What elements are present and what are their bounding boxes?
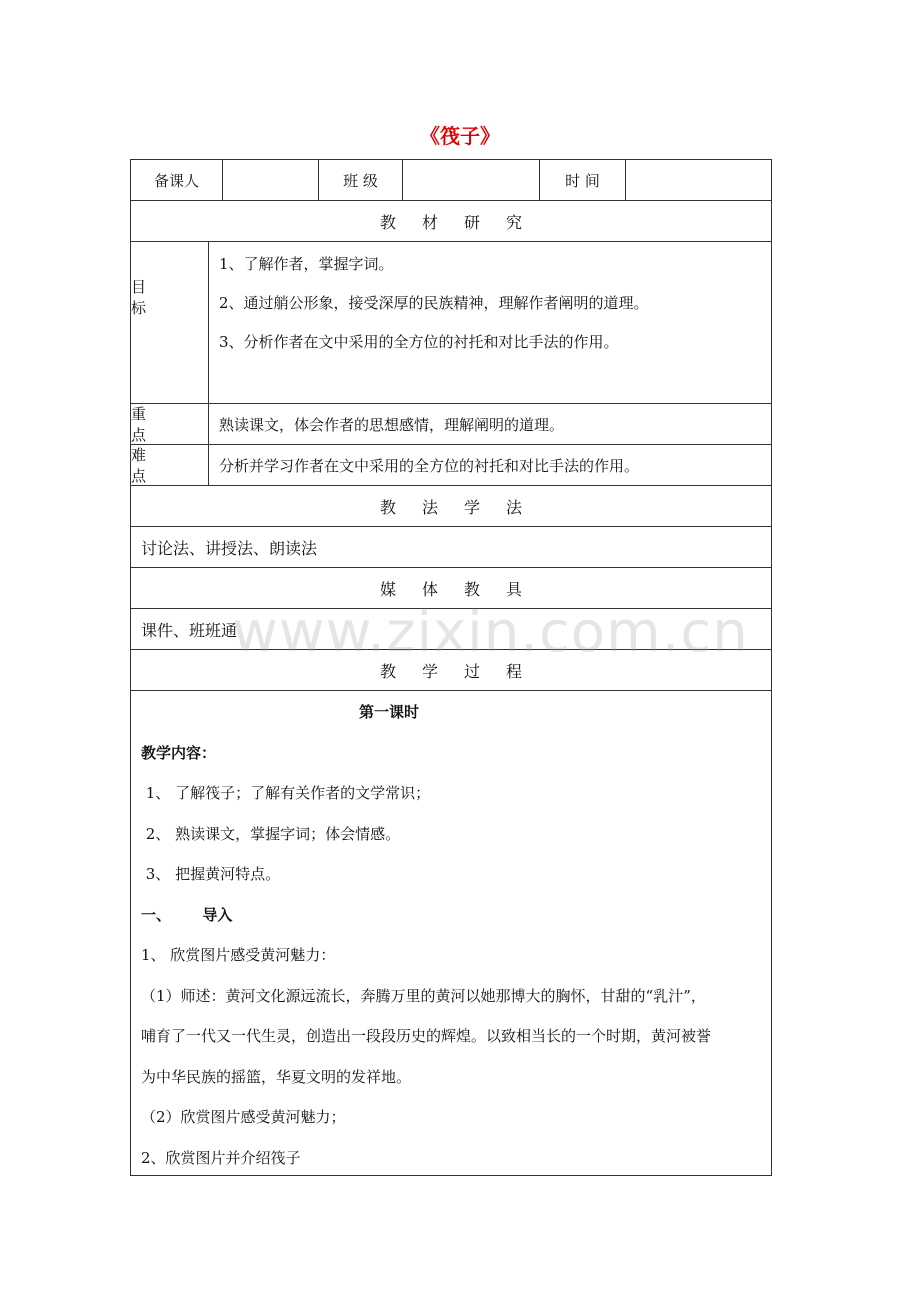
preparer-label: 备课人 (131, 160, 223, 200)
goal-item: 3、分析作者在文中采用的全方位的衬托和对比手法的作用。 (219, 333, 619, 351)
preparer-field[interactable] (223, 160, 319, 200)
methods-row (131, 527, 771, 568)
lesson-plan-table (130, 159, 772, 1176)
difficulty-label (131, 445, 209, 485)
section-heading: 教材研究 (379, 212, 548, 232)
goals-label-text: 目 标 (131, 277, 165, 317)
content-item: 1、 了解筏子；了解有关作者的文学常识； (141, 784, 431, 802)
step-text: （2）欣赏图片感受黄河魅力； (141, 1108, 346, 1126)
section-teaching-methods (131, 486, 771, 527)
header-row (131, 160, 771, 201)
goal-item: 2、通过艄公形象，接受深厚的民族精神，理解作者阐明的道理。 (219, 294, 649, 312)
section-teaching-process (131, 650, 771, 691)
teaching-process-body (131, 691, 771, 1175)
lesson-title: 第一课时 (359, 703, 420, 721)
content-label: 教学内容： (141, 743, 217, 762)
key-point-text: 熟读课文，体会作者的思想感情，理解阐明的道理。 (219, 415, 565, 434)
step-text: 1、 欣赏图片感受黄河魅力： (141, 946, 336, 964)
goals-list (209, 242, 771, 403)
intro-heading: 一、 导入 (141, 905, 233, 924)
content-item: 2、 熟读课文，掌握字词；体会情感。 (141, 824, 401, 843)
paragraph-line: 为中华民族的摇篮，华夏文明的发祥地。 (141, 1067, 412, 1086)
time-label: 时 间 (540, 160, 626, 200)
media-text: 课件、班班通 (141, 620, 238, 640)
step-text: 2、欣赏图片并介绍筏子 (141, 1148, 301, 1167)
media-row (131, 609, 771, 650)
class-label: 班 级 (319, 160, 403, 200)
section-heading: 教法学法 (379, 497, 548, 517)
section-material-research (131, 201, 771, 242)
goals-label (131, 242, 209, 403)
difficulty-text: 分析并学习作者在文中采用的全方位的衬托和对比手法的作用。 (219, 456, 640, 475)
methods-text: 讨论法、讲授法、朗读法 (141, 538, 318, 558)
watermark: www.zixin.com.cn (232, 600, 749, 665)
difficulty-label-text: 难 点 (131, 446, 165, 485)
class-field[interactable] (403, 160, 540, 200)
paragraph-line: （1）师述：黄河文化源远流长，奔腾万里的黄河以她那博大的胸怀，甘甜的“乳汁”， (141, 986, 706, 1005)
goals-row (131, 242, 771, 404)
paragraph-line: 哺育了一代又一代生灵，创造出一段段历史的辉煌。以致相当长的一个时期，黄河被誉 (141, 1027, 712, 1045)
key-point-row (131, 404, 771, 445)
time-field[interactable] (626, 160, 771, 200)
goal-item: 1、了解作者，掌握字词。 (219, 255, 394, 273)
key-point-label (131, 404, 209, 444)
document-title: 《筏子》 (420, 124, 500, 148)
section-heading: 教学过程 (379, 661, 548, 681)
section-heading: 媒体教具 (379, 579, 548, 599)
section-media-tools (131, 568, 771, 609)
key-point-label-text: 重 点 (131, 405, 165, 444)
difficulty-row (131, 445, 771, 486)
content-item: 3、 把握黄河特点。 (141, 865, 281, 883)
